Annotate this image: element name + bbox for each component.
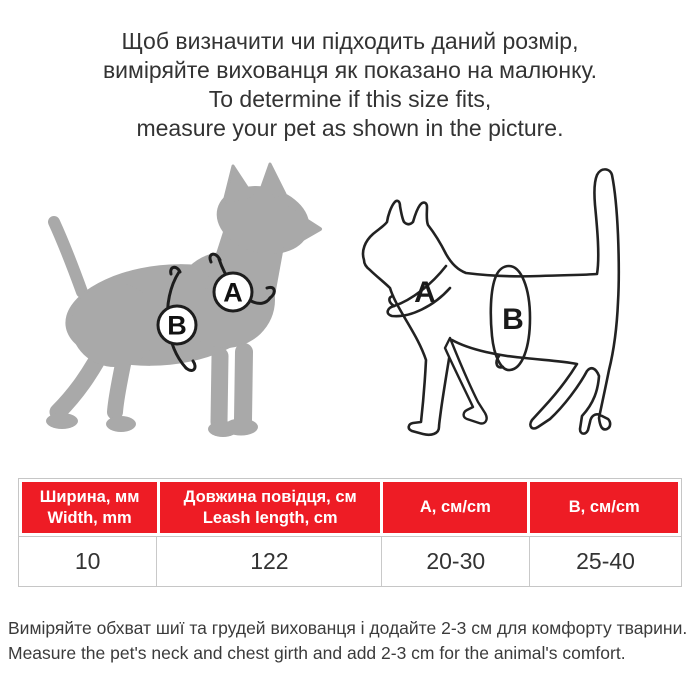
intro-line-uk-1: Щоб визначити чи підходить даний розмір, <box>121 28 579 54</box>
svg-text:A: A <box>223 277 243 308</box>
size-table <box>18 478 682 587</box>
dog-chest-loop-hook2 <box>186 361 195 370</box>
svg-text:B: B <box>167 310 187 341</box>
cat-measurement-illustration <box>350 160 700 470</box>
header-a-label: A, см/cm <box>419 498 491 516</box>
size-table-header-row <box>19 479 681 537</box>
intro-line-en-1: To determine if this size fits, <box>208 86 492 112</box>
size-guide-intro <box>0 27 700 143</box>
header-cell-leash-length <box>160 482 380 533</box>
header-leash-en: Leash length, cm <box>202 508 338 527</box>
measurement-illustrations <box>0 160 700 470</box>
dog-silhouette <box>46 164 320 437</box>
intro-line-en-2: measure your pet as shown in the picture. <box>136 115 564 141</box>
header-width-uk: Ширина, мм <box>39 487 140 506</box>
tip-line-en: Measure the pet's neck and chest girth and add 2-3 cm for the animal's comfort. <box>8 643 626 663</box>
header-cell-a <box>383 482 527 533</box>
value-leash-length: 122 <box>157 537 382 586</box>
header-leash-uk: Довжина повідця, см <box>183 487 357 506</box>
dog-marker-b <box>158 306 196 344</box>
cat-marker-a: A <box>414 276 436 309</box>
tip-line-uk: Виміряйте обхват шиї та грудей вихованця і додайте 2-3 см для комфорту тварини. <box>8 618 688 638</box>
value-b-range: 25-40 <box>530 537 681 586</box>
header-width-en: Width, mm <box>47 508 132 527</box>
value-width: 10 <box>19 537 157 586</box>
header-cell-width <box>22 482 157 533</box>
cat-marker-b: B <box>502 303 524 336</box>
header-b-label: B, см/cm <box>568 498 640 516</box>
intro-line-uk-2: виміряйте вихованця як показано на малюнку. <box>102 57 598 83</box>
dog-marker-a <box>214 273 252 311</box>
dog-measurement-illustration <box>20 160 350 470</box>
header-cell-b <box>530 482 678 533</box>
size-table-value-row <box>19 537 681 586</box>
measurement-tip <box>8 616 698 666</box>
value-a-range: 20-30 <box>382 537 530 586</box>
